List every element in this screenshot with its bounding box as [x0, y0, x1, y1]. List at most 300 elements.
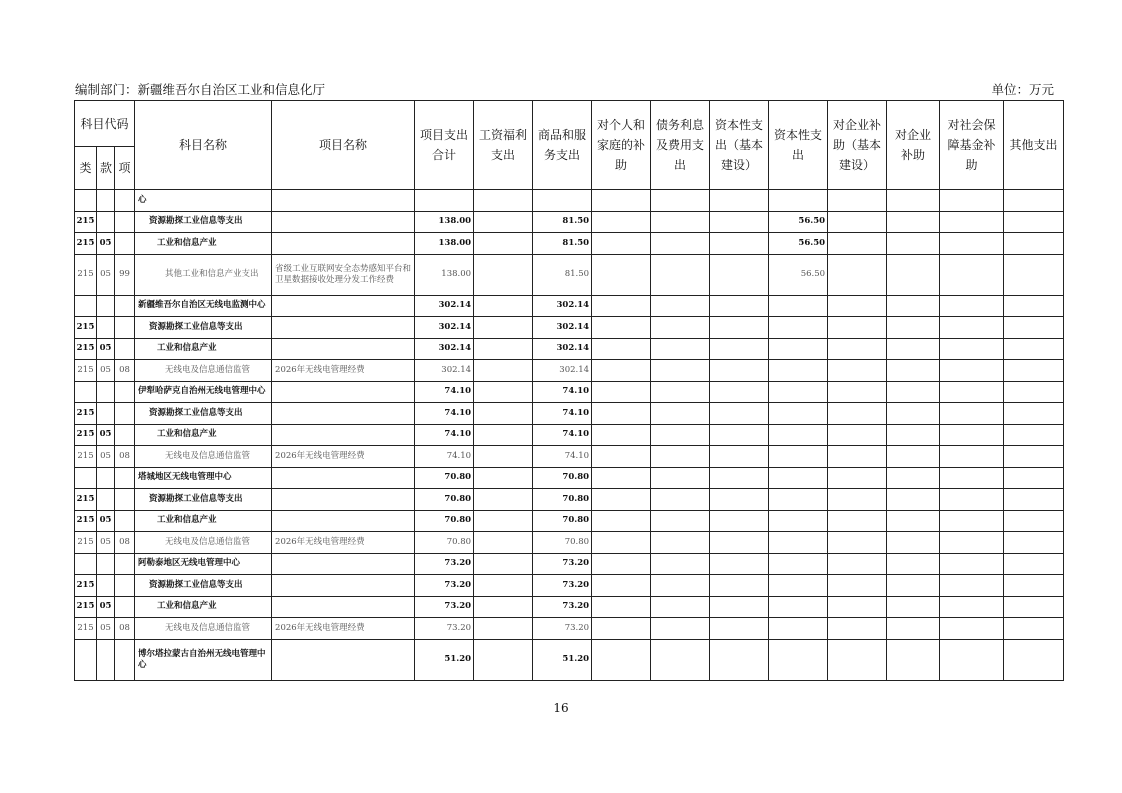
capital-cell: [769, 295, 828, 317]
project-name-cell: [272, 596, 415, 618]
enterprise-cell: [887, 338, 940, 360]
project-total-cell: 70.80: [415, 489, 474, 511]
social-security-cell: [940, 446, 1004, 468]
enterprise-cell: [887, 233, 940, 255]
goods-services-cell: [533, 190, 592, 212]
goods-services-cell: 73.20: [533, 575, 592, 597]
enterprise-basic-cell: [828, 532, 887, 554]
goods-services-cell: 81.50: [533, 233, 592, 255]
enterprise-cell: [887, 596, 940, 618]
capital-basic-cell: [710, 233, 769, 255]
social-security-cell: [940, 639, 1004, 680]
page-number: 16: [553, 701, 569, 715]
enterprise-cell: [887, 254, 940, 295]
project-total-cell: 302.14: [415, 338, 474, 360]
enterprise-basic-header: 对企业补助（基本建设）: [828, 101, 887, 190]
lei-cell: 215: [75, 254, 97, 295]
xiang-cell: [115, 510, 135, 532]
lei-cell: 215: [75, 596, 97, 618]
wage-cell: [474, 424, 533, 446]
capital-header: 资本性支出: [769, 101, 828, 190]
capital-cell: [769, 618, 828, 640]
kuan-cell: 05: [97, 424, 115, 446]
xiang-cell: [115, 553, 135, 575]
lei-cell: [75, 467, 97, 489]
goods-services-cell: 302.14: [533, 317, 592, 339]
xiang-cell: [115, 317, 135, 339]
project-total-cell: 74.10: [415, 381, 474, 403]
enterprise-basic-cell: [828, 424, 887, 446]
kuan-cell: [97, 295, 115, 317]
xiang-cell: 08: [115, 618, 135, 640]
personal-subsidy-cell: [592, 403, 651, 425]
debt-interest-cell: [651, 618, 710, 640]
enterprise-cell: [887, 639, 940, 680]
enterprise-basic-cell: [828, 381, 887, 403]
subject-name-cell: 伊犁哈萨克自治州无线电管理中心: [135, 381, 272, 403]
goods-services-cell: 70.80: [533, 510, 592, 532]
other-cell: [1004, 295, 1064, 317]
project-total-cell: 302.14: [415, 360, 474, 382]
wage-cell: [474, 317, 533, 339]
debt-interest-cell: [651, 190, 710, 212]
capital-cell: [769, 467, 828, 489]
goods-services-cell: 70.80: [533, 467, 592, 489]
subject-name-cell: 塔城地区无线电管理中心: [135, 467, 272, 489]
wage-cell: [474, 489, 533, 511]
lei-header: 类: [75, 147, 97, 190]
social-security-cell: [940, 295, 1004, 317]
personal-subsidy-cell: [592, 532, 651, 554]
wage-cell: [474, 338, 533, 360]
project-name-cell: [272, 510, 415, 532]
capital-cell: [769, 381, 828, 403]
table-row: [75, 639, 1064, 680]
kuan-cell: [97, 403, 115, 425]
xiang-cell: 08: [115, 446, 135, 468]
enterprise-basic-cell: [828, 446, 887, 468]
xiang-cell: 08: [115, 360, 135, 382]
subject-name-cell: 无线电及信息通信监管: [135, 618, 272, 640]
capital-basic-cell: [710, 575, 769, 597]
social-security-header: 对社会保障基金补助: [940, 101, 1004, 190]
other-cell: [1004, 233, 1064, 255]
code-group-header: 科目代码: [75, 101, 135, 147]
kuan-cell: [97, 317, 115, 339]
capital-cell: [769, 317, 828, 339]
lei-cell: 215: [75, 360, 97, 382]
capital-basic-cell: [710, 467, 769, 489]
goods-services-header: 商品和服务支出: [533, 101, 592, 190]
table-row: [75, 317, 1064, 339]
xiang-cell: [115, 211, 135, 233]
social-security-cell: [940, 211, 1004, 233]
goods-services-cell: 70.80: [533, 532, 592, 554]
project-name-header: 项目名称: [272, 101, 415, 190]
table-row: [75, 553, 1064, 575]
lei-cell: 215: [75, 403, 97, 425]
project-total-cell: 138.00: [415, 233, 474, 255]
project-total-cell: 70.80: [415, 510, 474, 532]
subject-name-cell: 新疆维吾尔自治区无线电监测中心: [135, 295, 272, 317]
kuan-cell: [97, 489, 115, 511]
unit-label: 单位：万元: [991, 82, 1054, 97]
capital-cell: [769, 190, 828, 212]
xiang-cell: [115, 295, 135, 317]
lei-cell: [75, 190, 97, 212]
other-cell: [1004, 211, 1064, 233]
capital-cell: [769, 403, 828, 425]
goods-services-cell: 70.80: [533, 489, 592, 511]
project-name-cell: [272, 553, 415, 575]
kuan-cell: [97, 575, 115, 597]
table-row: [75, 233, 1064, 255]
wage-cell: [474, 403, 533, 425]
table-row: [75, 211, 1064, 233]
project-name-cell: [272, 211, 415, 233]
lei-cell: [75, 639, 97, 680]
debt-interest-cell: [651, 424, 710, 446]
personal-subsidy-cell: [592, 510, 651, 532]
debt-interest-cell: [651, 403, 710, 425]
personal-subsidy-cell: [592, 639, 651, 680]
debt-interest-cell: [651, 553, 710, 575]
social-security-cell: [940, 254, 1004, 295]
project-name-cell: [272, 424, 415, 446]
social-security-cell: [940, 317, 1004, 339]
table-row: [75, 618, 1064, 640]
kuan-cell: [97, 381, 115, 403]
xiang-cell: [115, 233, 135, 255]
wage-cell: [474, 254, 533, 295]
kuan-cell: 05: [97, 532, 115, 554]
social-security-cell: [940, 424, 1004, 446]
other-cell: [1004, 596, 1064, 618]
kuan-cell: [97, 639, 115, 680]
debt-interest-cell: [651, 639, 710, 680]
goods-services-cell: 302.14: [533, 360, 592, 382]
project-total-cell: 73.20: [415, 575, 474, 597]
subject-name-cell: 其他工业和信息产业支出: [135, 254, 272, 295]
capital-basic-cell: [710, 360, 769, 382]
xiang-cell: [115, 403, 135, 425]
lei-cell: 215: [75, 233, 97, 255]
capital-cell: [769, 338, 828, 360]
xiang-cell: [115, 381, 135, 403]
table-row: [75, 190, 1064, 212]
project-name-cell: [272, 381, 415, 403]
wage-cell: [474, 510, 533, 532]
capital-basic-cell: [710, 338, 769, 360]
kuan-cell: [97, 553, 115, 575]
other-header: 其他支出: [1004, 101, 1064, 190]
kuan-cell: [97, 190, 115, 212]
social-security-cell: [940, 190, 1004, 212]
subject-name-cell: 无线电及信息通信监管: [135, 360, 272, 382]
kuan-cell: 05: [97, 618, 115, 640]
kuan-cell: 05: [97, 254, 115, 295]
kuan-cell: [97, 467, 115, 489]
enterprise-cell: [887, 575, 940, 597]
capital-basic-cell: [710, 403, 769, 425]
lei-cell: 215: [75, 446, 97, 468]
enterprise-cell: [887, 553, 940, 575]
project-name-cell: [272, 489, 415, 511]
wage-cell: [474, 190, 533, 212]
other-cell: [1004, 639, 1064, 680]
capital-basic-cell: [710, 596, 769, 618]
subject-name-cell: 工业和信息产业: [135, 424, 272, 446]
kuan-cell: 05: [97, 338, 115, 360]
kuan-header: 款: [97, 147, 115, 190]
enterprise-basic-cell: [828, 211, 887, 233]
lei-cell: [75, 295, 97, 317]
enterprise-basic-cell: [828, 553, 887, 575]
project-name-cell: [272, 403, 415, 425]
capital-basic-cell: [710, 532, 769, 554]
social-security-cell: [940, 381, 1004, 403]
enterprise-basic-cell: [828, 317, 887, 339]
enterprise-basic-cell: [828, 190, 887, 212]
goods-services-cell: 73.20: [533, 618, 592, 640]
capital-cell: [769, 553, 828, 575]
debt-interest-cell: [651, 254, 710, 295]
lei-cell: 215: [75, 575, 97, 597]
enterprise-basic-cell: [828, 489, 887, 511]
debt-interest-cell: [651, 446, 710, 468]
social-security-cell: [940, 489, 1004, 511]
personal-subsidy-cell: [592, 596, 651, 618]
capital-cell: [769, 575, 828, 597]
personal-subsidy-cell: [592, 233, 651, 255]
project-total-cell: [415, 190, 474, 212]
project-name-cell: 省级工业互联网安全态势感知平台和卫星数据接收处理分发工作经费: [272, 254, 415, 295]
capital-basic-cell: [710, 190, 769, 212]
wage-cell: [474, 467, 533, 489]
subject-name-cell: 资源勘探工业信息等支出: [135, 317, 272, 339]
personal-subsidy-cell: [592, 618, 651, 640]
enterprise-cell: [887, 424, 940, 446]
enterprise-cell: [887, 360, 940, 382]
project-name-cell: [272, 295, 415, 317]
goods-services-cell: 74.10: [533, 381, 592, 403]
social-security-cell: [940, 618, 1004, 640]
enterprise-header: 对企业补助: [887, 101, 940, 190]
subject-name-cell: 阿勒泰地区无线电管理中心: [135, 553, 272, 575]
wage-cell: [474, 553, 533, 575]
capital-cell: 56.50: [769, 233, 828, 255]
other-cell: [1004, 403, 1064, 425]
lei-cell: 215: [75, 618, 97, 640]
social-security-cell: [940, 553, 1004, 575]
department-label: 编制部门：新疆维吾尔自治区工业和信息化厅: [75, 82, 326, 97]
enterprise-basic-cell: [828, 510, 887, 532]
enterprise-basic-cell: [828, 233, 887, 255]
capital-basic-cell: [710, 295, 769, 317]
personal-subsidy-cell: [592, 381, 651, 403]
debt-interest-cell: [651, 360, 710, 382]
personal-subsidy-cell: [592, 254, 651, 295]
goods-services-cell: 302.14: [533, 338, 592, 360]
wage-cell: [474, 575, 533, 597]
table-row: [75, 532, 1064, 554]
capital-basic-cell: [710, 639, 769, 680]
personal-subsidy-cell: [592, 553, 651, 575]
debt-interest-cell: [651, 575, 710, 597]
other-cell: [1004, 553, 1064, 575]
project-total-cell: 73.20: [415, 596, 474, 618]
project-total-cell: 74.10: [415, 424, 474, 446]
goods-services-cell: 51.20: [533, 639, 592, 680]
goods-services-cell: 74.10: [533, 424, 592, 446]
wage-header: 工资福利支出: [474, 101, 533, 190]
subject-name-cell: 无线电及信息通信监管: [135, 446, 272, 468]
wage-cell: [474, 211, 533, 233]
table-row: [75, 575, 1064, 597]
subject-name-cell: 博尔塔拉蒙古自治州无线电管理中心: [135, 639, 272, 680]
project-name-cell: [272, 317, 415, 339]
debt-interest-cell: [651, 532, 710, 554]
capital-basic-cell: [710, 424, 769, 446]
social-security-cell: [940, 403, 1004, 425]
enterprise-basic-cell: [828, 403, 887, 425]
wage-cell: [474, 446, 533, 468]
kuan-cell: 05: [97, 360, 115, 382]
project-name-cell: [272, 190, 415, 212]
personal-subsidy-cell: [592, 467, 651, 489]
xiang-cell: 08: [115, 532, 135, 554]
social-security-cell: [940, 575, 1004, 597]
capital-cell: [769, 639, 828, 680]
subject-name-header: 科目名称: [135, 101, 272, 190]
enterprise-cell: [887, 317, 940, 339]
enterprise-basic-cell: [828, 618, 887, 640]
wage-cell: [474, 360, 533, 382]
table-row: [75, 338, 1064, 360]
subject-name-cell: 心: [135, 190, 272, 212]
other-cell: [1004, 254, 1064, 295]
project-total-cell: 74.10: [415, 446, 474, 468]
enterprise-cell: [887, 467, 940, 489]
debt-interest-cell: [651, 467, 710, 489]
wage-cell: [474, 639, 533, 680]
project-total-cell: 138.00: [415, 211, 474, 233]
project-total-cell: 70.80: [415, 532, 474, 554]
other-cell: [1004, 338, 1064, 360]
wage-cell: [474, 532, 533, 554]
xiang-header: 项: [115, 147, 135, 190]
enterprise-basic-cell: [828, 575, 887, 597]
other-cell: [1004, 467, 1064, 489]
enterprise-cell: [887, 211, 940, 233]
subject-name-cell: 资源勘探工业信息等支出: [135, 403, 272, 425]
capital-basic-cell: [710, 553, 769, 575]
enterprise-cell: [887, 510, 940, 532]
enterprise-cell: [887, 532, 940, 554]
lei-cell: 215: [75, 211, 97, 233]
kuan-cell: 05: [97, 446, 115, 468]
capital-cell: [769, 424, 828, 446]
kuan-cell: 05: [97, 596, 115, 618]
subject-name-cell: 资源勘探工业信息等支出: [135, 489, 272, 511]
xiang-cell: [115, 596, 135, 618]
capital-basic-cell: [710, 254, 769, 295]
kuan-cell: [97, 211, 115, 233]
lei-cell: 215: [75, 317, 97, 339]
xiang-cell: [115, 467, 135, 489]
debt-interest-cell: [651, 489, 710, 511]
lei-cell: 215: [75, 510, 97, 532]
other-cell: [1004, 618, 1064, 640]
table-row: [75, 489, 1064, 511]
project-name-cell: 2026年无线电管理经费: [272, 532, 415, 554]
table-row: [75, 467, 1064, 489]
subject-name-cell: 工业和信息产业: [135, 233, 272, 255]
debt-interest-cell: [651, 233, 710, 255]
lei-cell: 215: [75, 338, 97, 360]
debt-interest-cell: [651, 510, 710, 532]
capital-basic-cell: [710, 446, 769, 468]
enterprise-cell: [887, 190, 940, 212]
xiang-cell: [115, 489, 135, 511]
other-cell: [1004, 446, 1064, 468]
project-total-header: 项目支出合计: [415, 101, 474, 190]
project-name-cell: [272, 233, 415, 255]
enterprise-cell: [887, 446, 940, 468]
subject-name-cell: 工业和信息产业: [135, 596, 272, 618]
debt-interest-cell: [651, 381, 710, 403]
table-row: [75, 360, 1064, 382]
wage-cell: [474, 618, 533, 640]
debt-interest-header: 债务利息及费用支出: [651, 101, 710, 190]
subject-name-cell: 资源勘探工业信息等支出: [135, 575, 272, 597]
capital-cell: [769, 446, 828, 468]
goods-services-cell: 73.20: [533, 596, 592, 618]
project-total-cell: 138.00: [415, 254, 474, 295]
other-cell: [1004, 532, 1064, 554]
project-total-cell: 70.80: [415, 467, 474, 489]
capital-cell: [769, 596, 828, 618]
debt-interest-cell: [651, 211, 710, 233]
project-name-cell: [272, 467, 415, 489]
enterprise-basic-cell: [828, 639, 887, 680]
project-name-cell: [272, 639, 415, 680]
personal-subsidy-header: 对个人和家庭的补助: [592, 101, 651, 190]
xiang-cell: [115, 338, 135, 360]
capital-basic-cell: [710, 211, 769, 233]
personal-subsidy-cell: [592, 489, 651, 511]
enterprise-basic-cell: [828, 467, 887, 489]
project-name-cell: [272, 575, 415, 597]
capital-cell: 56.50: [769, 211, 828, 233]
enterprise-cell: [887, 381, 940, 403]
personal-subsidy-cell: [592, 360, 651, 382]
enterprise-cell: [887, 489, 940, 511]
enterprise-basic-cell: [828, 596, 887, 618]
enterprise-basic-cell: [828, 360, 887, 382]
other-cell: [1004, 510, 1064, 532]
subject-name-cell: 资源勘探工业信息等支出: [135, 211, 272, 233]
budget-table: [74, 100, 1064, 681]
table-body: [75, 190, 1064, 681]
lei-cell: [75, 381, 97, 403]
debt-interest-cell: [651, 317, 710, 339]
enterprise-cell: [887, 295, 940, 317]
project-total-cell: 51.20: [415, 639, 474, 680]
other-cell: [1004, 190, 1064, 212]
table-row: [75, 381, 1064, 403]
capital-basic-cell: [710, 618, 769, 640]
